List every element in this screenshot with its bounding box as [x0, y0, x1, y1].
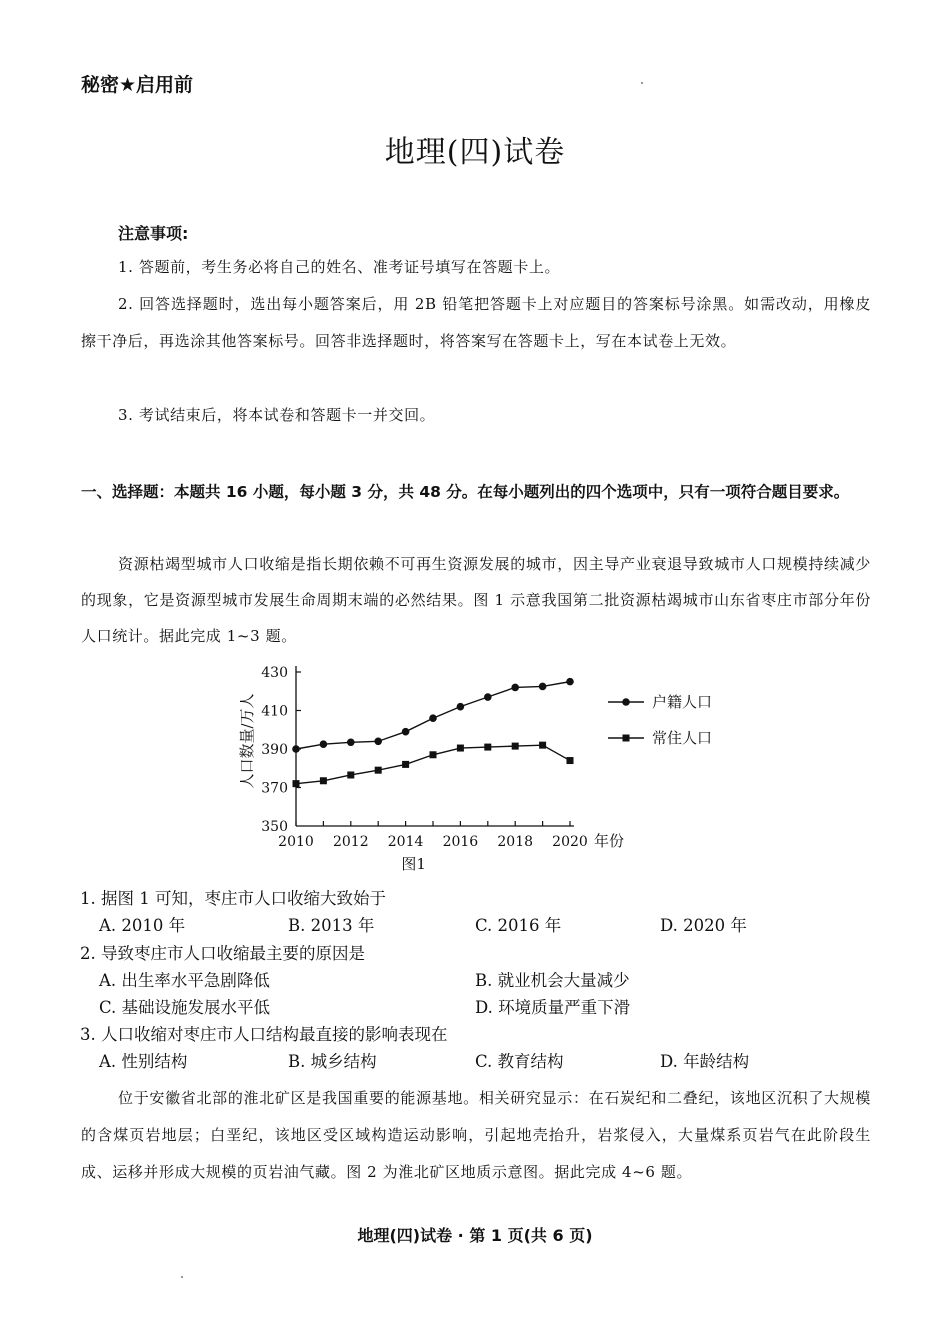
series-2-point	[484, 744, 491, 751]
x-tick-label: 2018	[497, 834, 534, 850]
legend-marker-1	[622, 698, 630, 706]
question-1-option-d[interactable]: D. 2020 年	[660, 916, 747, 935]
question-2-option-d[interactable]: D. 环境质量严重下滑	[475, 998, 631, 1017]
y-tick-label: 350	[261, 819, 288, 835]
passage-2: 位于安徽省北部的淮北矿区是我国重要的能源基地。相关研究显示：在石炭纪和二叠纪，该地区沉积了大规模的含煤页岩地层；白垩纪，该地区受区域构造运动影响，引起地壳抬升，岩浆侵入，大量煤系页岩气在此阶段生成、运移并形成大规模的页岩油气藏。图 2 为淮北矿区地质示意图。据此完成 4~6 题。	[81, 1089, 871, 1181]
series-2-point	[539, 742, 546, 749]
question-2-option-a[interactable]: A. 出生率水平急剧降低	[99, 971, 270, 990]
series-1-point	[484, 693, 492, 701]
series-2-point	[512, 743, 519, 750]
notice-item-1: 1. 答题前，考生务必将自己的姓名、准考证号填写在答题卡上。	[118, 258, 561, 276]
series-2-point	[430, 751, 437, 758]
series-1-point	[374, 738, 382, 746]
y-tick-label: 390	[261, 742, 288, 758]
question-3-option-a[interactable]: A. 性别结构	[99, 1052, 188, 1071]
x-tick-label: 2020	[552, 834, 588, 850]
question-2-option-c[interactable]: C. 基础设施发展水平低	[99, 998, 271, 1017]
legend-label-2: 常住人口	[652, 729, 713, 747]
scan-dot	[181, 1276, 183, 1278]
question-1-option-a[interactable]: A. 2010 年	[99, 916, 186, 935]
y-axis-title: 人口数量/万人	[238, 693, 256, 789]
question-1-stem: 1. 据图 1 可知，枣庄市人口收缩大致始于	[80, 889, 386, 908]
series-2-point	[567, 757, 574, 764]
page-footer: 地理(四)试卷 · 第 1 页(共 6 页)	[357, 1226, 593, 1245]
series-2-point	[402, 761, 409, 768]
question-3-option-d[interactable]: D. 年龄结构	[660, 1052, 750, 1071]
legend-marker-2	[623, 735, 630, 742]
notice-heading: 注意事项:	[118, 224, 189, 243]
x-tick-label: 2012	[332, 834, 369, 850]
series-2-point	[320, 777, 327, 784]
series-1-point	[347, 738, 355, 746]
series-1-point	[320, 740, 328, 748]
series-1-point	[539, 683, 547, 691]
y-tick-label: 370	[261, 780, 288, 797]
series-line-2	[296, 745, 570, 784]
notice-item-2: 2. 回答选择题时，选出每小题答案后，用 2B 铅笔把答题卡上对应题目的答案标号涂黑。如需改动，用橡皮擦干净后，再选涂其他答案标号。回答非选择题时，将答案写在答题卡上，写在本试卷上无效。	[81, 295, 871, 350]
page-title: 地理(四)试卷	[384, 135, 566, 170]
question-1-option-c[interactable]: C. 2016 年	[475, 916, 562, 935]
series-2-point	[375, 767, 382, 774]
series-2-point	[293, 780, 300, 787]
y-tick-label: 430	[261, 665, 288, 681]
x-axis-title: 年份	[594, 832, 625, 850]
question-2-option-b[interactable]: B. 就业机会大量减少	[475, 971, 630, 990]
question-3-option-c[interactable]: C. 教育结构	[475, 1052, 564, 1071]
question-2-stem: 2. 导致枣庄市人口收缩最主要的原因是	[80, 944, 365, 963]
notice-item-3: 3. 考试结束后，将本试卷和答题卡一并交回。	[118, 406, 436, 424]
series-1-point	[402, 728, 410, 736]
series-1-point	[292, 745, 300, 753]
confidential-label: 秘密★启用前	[81, 74, 194, 96]
series-2-point	[457, 745, 464, 752]
x-tick-label: 2016	[442, 834, 479, 850]
question-1-option-b[interactable]: B. 2013 年	[288, 916, 375, 935]
figure-1-chart	[230, 655, 713, 875]
figure-caption: 图1	[401, 855, 426, 873]
question-3-option-b[interactable]: B. 城乡结构	[288, 1052, 377, 1071]
y-tick-label: 410	[261, 703, 288, 720]
passage-1: 资源枯竭型城市人口收缩是指长期依赖不可再生资源发展的城市，因主导产业衰退导致城市人口规模持续减少的现象，它是资源型城市发展生命周期末端的必然结果。图 1 示意我国第二批资源枯竭城市山东省枣庄市部分年份人口统计。据此完成 1~3 题。	[81, 555, 871, 645]
question-3-stem: 3. 人口收缩对枣庄市人口结构最直接的影响表现在	[80, 1025, 448, 1044]
section-heading: 一、选择题：本题共 16 小题，每小题 3 分，共 48 分。在每小题列出的四个选项中，只有一项符合题目要求。	[81, 483, 850, 501]
series-2-point	[347, 771, 354, 778]
series-1-point	[457, 703, 465, 711]
series-1-point	[429, 714, 437, 722]
x-tick-label: 2014	[387, 834, 424, 850]
x-tick-label: 2010	[278, 834, 314, 850]
series-1-point	[566, 678, 574, 686]
legend-label-1: 户籍人口	[652, 693, 713, 711]
series-1-point	[511, 684, 519, 692]
scan-dot	[641, 82, 643, 84]
